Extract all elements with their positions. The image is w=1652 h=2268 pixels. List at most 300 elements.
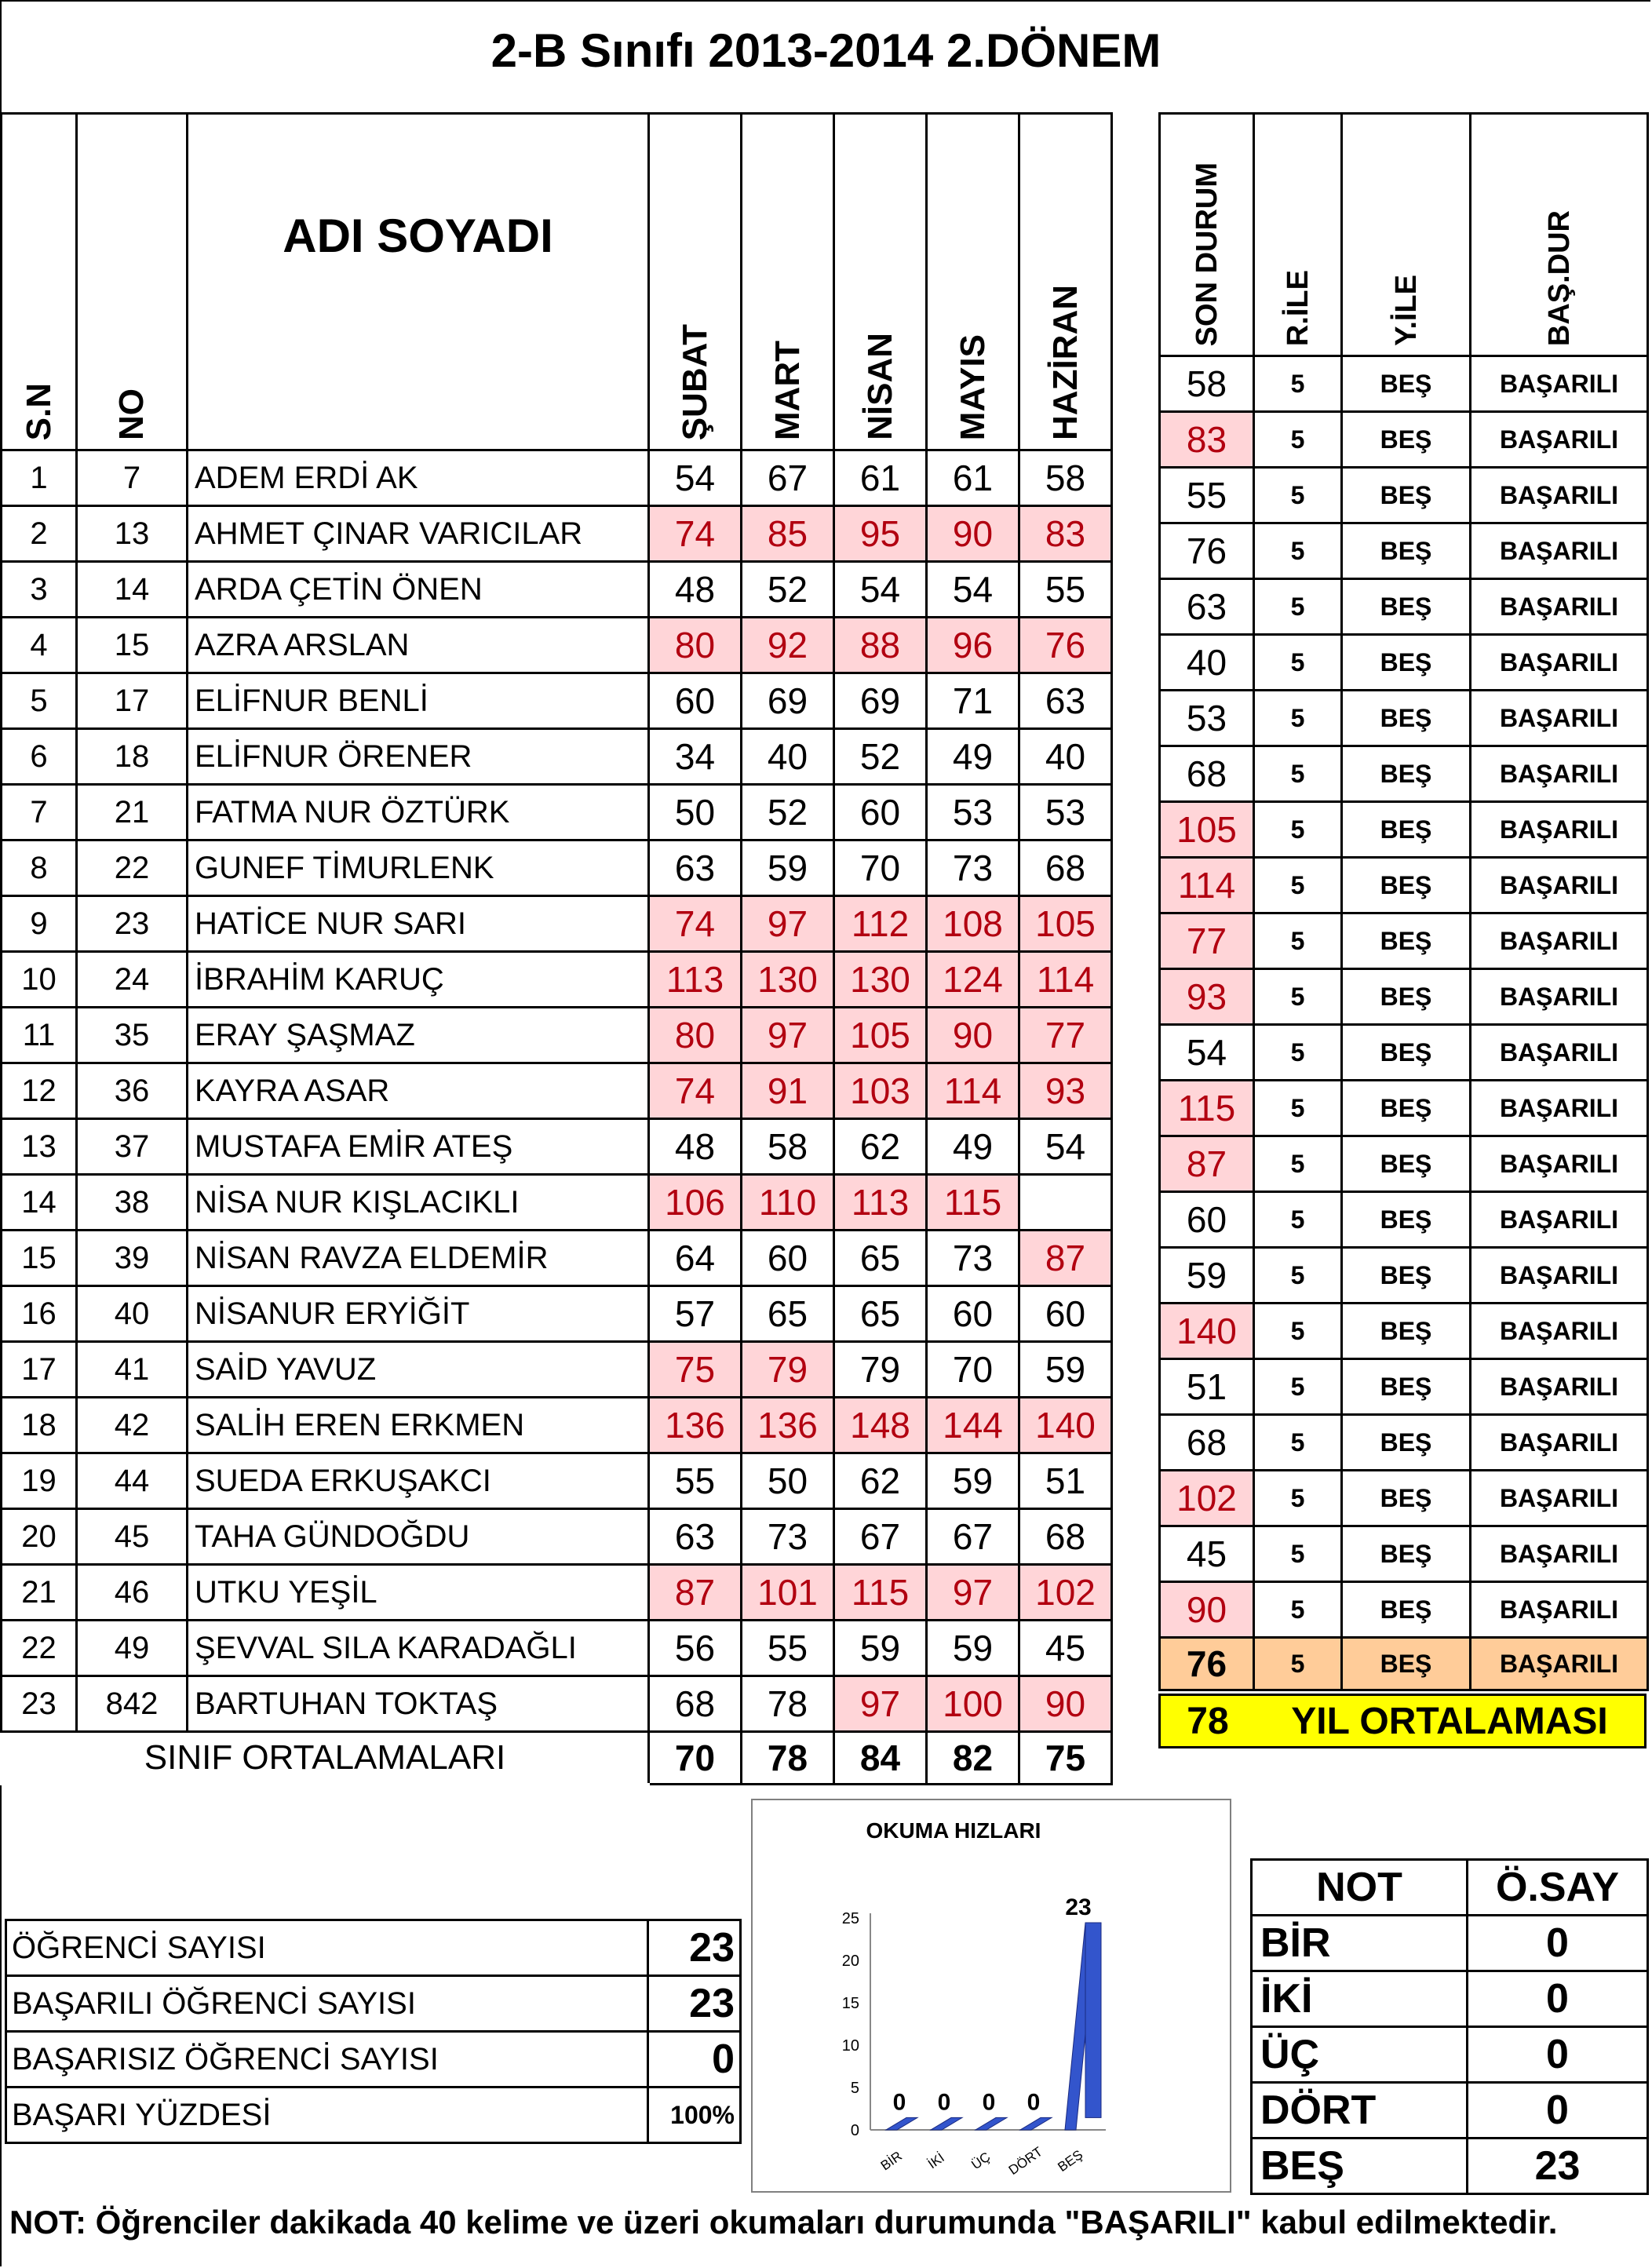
cell-score: 53: [927, 785, 1019, 840]
table-row: [2, 1231, 1112, 1286]
chart-bar: [976, 2117, 1007, 2130]
cell-score: 102: [1019, 1565, 1112, 1621]
table-row: [2, 562, 1112, 618]
cell-r-ile: 5: [1254, 746, 1342, 802]
cell-r-ile: 5: [1254, 858, 1342, 913]
cell-sn: 4: [2, 618, 77, 673]
cell-sn: 10: [2, 952, 77, 1008]
cell-score: 90: [927, 506, 1019, 562]
average-r-ile: 5: [1254, 1638, 1342, 1690]
cell-r-ile: 5: [1254, 969, 1342, 1025]
header-month-5: HAZİRAN: [1019, 114, 1112, 450]
table-row: [2, 1398, 1112, 1453]
cell-y-ile: BEŞ: [1342, 1304, 1471, 1359]
cell-sn: 21: [2, 1565, 77, 1621]
cell-sn: 12: [2, 1063, 77, 1119]
cell-r-ile: 5: [1254, 802, 1342, 858]
cell-name: GUNEF TİMURLENK: [188, 840, 649, 896]
cell-score: 113: [834, 1175, 927, 1231]
cell-score: [1019, 1175, 1112, 1231]
summary-row: [6, 2088, 741, 2143]
summary-value: 23: [648, 1976, 741, 2032]
cell-score: 67: [742, 450, 834, 506]
cell-score: 80: [649, 618, 742, 673]
cell-sn: 1: [2, 450, 77, 506]
cell-score: 95: [834, 506, 927, 562]
cell-score: 61: [927, 450, 1019, 506]
cell-no: 24: [77, 952, 188, 1008]
cell-y-ile: BEŞ: [1342, 412, 1471, 468]
table-row: [2, 1063, 1112, 1119]
result-row: [1160, 746, 1648, 802]
cell-score: 63: [1019, 673, 1112, 729]
summary-label: BAŞARISIZ ÖĞRENCİ SAYISI: [6, 2032, 648, 2088]
cell-score: 68: [1019, 840, 1112, 896]
cell-bas-dur: BAŞARILI: [1471, 1081, 1648, 1136]
chart-x-tick: İKİ: [924, 2149, 947, 2172]
cell-sn: 22: [2, 1621, 77, 1676]
cell-no: 44: [77, 1453, 188, 1509]
cell-score: 71: [927, 673, 1019, 729]
summary-table: [5, 1919, 742, 2144]
cell-son-durum: 55: [1160, 468, 1254, 523]
header-son-durum: SON DURUM: [1160, 114, 1254, 356]
cell-sn: 11: [2, 1008, 77, 1063]
cell-score: 70: [927, 1342, 1019, 1398]
cell-score: 79: [742, 1342, 834, 1398]
cell-son-durum: 45: [1160, 1526, 1254, 1582]
summary-value: 100%: [648, 2088, 741, 2143]
cell-no: 17: [77, 673, 188, 729]
table-row: [2, 673, 1112, 729]
cell-y-ile: BEŞ: [1342, 1025, 1471, 1081]
cell-r-ile: 5: [1254, 1136, 1342, 1192]
cell-score: 87: [1019, 1231, 1112, 1286]
cell-y-ile: BEŞ: [1342, 691, 1471, 746]
summary-row: [6, 2032, 741, 2088]
cell-son-durum: 58: [1160, 356, 1254, 412]
grade-row: [1252, 2139, 1648, 2194]
cell-y-ile: BEŞ: [1342, 802, 1471, 858]
average-value: 70: [649, 1732, 742, 1785]
cell-score: 112: [834, 896, 927, 952]
cell-bas-dur: BAŞARILI: [1471, 523, 1648, 579]
averages-result-row: [1160, 1638, 1648, 1690]
chart-y-tick: 20: [841, 1953, 859, 1970]
year-average-label: YIL ORTALAMASI: [1291, 1700, 1608, 1742]
cell-r-ile: 5: [1254, 691, 1342, 746]
cell-no: 15: [77, 618, 188, 673]
cell-son-durum: 51: [1160, 1359, 1254, 1415]
cell-no: 18: [77, 729, 188, 785]
cell-bas-dur: BAŞARILI: [1471, 858, 1648, 913]
result-row: [1160, 858, 1648, 913]
cell-score: 50: [649, 785, 742, 840]
cell-score: 78: [742, 1676, 834, 1732]
cell-bas-dur: BAŞARILI: [1471, 1359, 1648, 1415]
table-row: [2, 1509, 1112, 1565]
cell-r-ile: 5: [1254, 1192, 1342, 1248]
cell-name: ELİFNUR BENLİ: [188, 673, 649, 729]
cell-score: 63: [649, 840, 742, 896]
grade-header-count: Ö.SAY: [1468, 1860, 1648, 1916]
cell-score: 114: [927, 1063, 1019, 1119]
cell-son-durum: 54: [1160, 1025, 1254, 1081]
grade-row: [1252, 2083, 1648, 2139]
cell-score: 100: [927, 1676, 1019, 1732]
chart-y-tick: 10: [841, 2037, 859, 2055]
summary-label: BAŞARI YÜZDESİ: [6, 2088, 648, 2143]
grade-count: 0: [1468, 1916, 1648, 1971]
cell-y-ile: BEŞ: [1342, 913, 1471, 969]
chart-bar: [931, 2117, 962, 2130]
table-row: [2, 1286, 1112, 1342]
result-row: [1160, 1304, 1648, 1359]
cell-name: SALİH EREN ERKMEN: [188, 1398, 649, 1453]
cell-name: NİSA NUR KIŞLACIKLI: [188, 1175, 649, 1231]
cell-son-durum: 40: [1160, 635, 1254, 691]
cell-name: KAYRA ASAR: [188, 1063, 649, 1119]
cell-no: 39: [77, 1231, 188, 1286]
cell-score: 65: [834, 1231, 927, 1286]
result-row: [1160, 802, 1648, 858]
cell-score: 65: [742, 1286, 834, 1342]
chart-y-tick: 25: [841, 1910, 859, 1927]
cell-name: AHMET ÇINAR VARICILAR: [188, 506, 649, 562]
cell-score: 90: [1019, 1676, 1112, 1732]
table-row: [2, 840, 1112, 896]
average-value: 75: [1019, 1732, 1112, 1785]
cell-no: 22: [77, 840, 188, 896]
cell-score: 63: [649, 1509, 742, 1565]
cell-sn: 2: [2, 506, 77, 562]
grade-name: BİR: [1252, 1916, 1468, 1971]
cell-score: 51: [1019, 1453, 1112, 1509]
cell-score: 92: [742, 618, 834, 673]
average-bas-dur: BAŞARILI: [1471, 1638, 1648, 1690]
cell-name: İBRAHİM KARUÇ: [188, 952, 649, 1008]
cell-score: 74: [649, 896, 742, 952]
cell-score: 87: [649, 1565, 742, 1621]
chart-data-label: 0: [982, 2089, 996, 2116]
cell-bas-dur: BAŞARILI: [1471, 635, 1648, 691]
cell-no: 38: [77, 1175, 188, 1231]
chart-y-tick: 5: [850, 2080, 859, 2097]
cell-score: 90: [927, 1008, 1019, 1063]
grade-count: 0: [1468, 2027, 1648, 2083]
cell-score: 60: [927, 1286, 1019, 1342]
cell-score: 79: [834, 1342, 927, 1398]
cell-name: UTKU YEŞİL: [188, 1565, 649, 1621]
page-title: 2-B Sınıfı 2013-2014 2.DÖNEM: [490, 24, 1162, 77]
cell-r-ile: 5: [1254, 1081, 1342, 1136]
cell-name: ADEM ERDİ AK: [188, 450, 649, 506]
grade-name: DÖRT: [1252, 2083, 1468, 2139]
table-row: [2, 785, 1112, 840]
table-row: [2, 1175, 1112, 1231]
cell-r-ile: 5: [1254, 635, 1342, 691]
result-row: [1160, 1025, 1648, 1081]
reading-speed-chart: [751, 1799, 1231, 2193]
cell-son-durum: 60: [1160, 1192, 1254, 1248]
cell-y-ile: BEŞ: [1342, 746, 1471, 802]
result-row: [1160, 913, 1648, 969]
cell-score: 45: [1019, 1621, 1112, 1676]
cell-score: 55: [742, 1621, 834, 1676]
cell-score: 34: [649, 729, 742, 785]
cell-score: 52: [742, 785, 834, 840]
cell-score: 115: [834, 1565, 927, 1621]
cell-score: 113: [649, 952, 742, 1008]
result-table: [1158, 112, 1649, 1691]
cell-no: 41: [77, 1342, 188, 1398]
cell-sn: 8: [2, 840, 77, 896]
cell-score: 59: [1019, 1342, 1112, 1398]
cell-score: 105: [834, 1008, 927, 1063]
cell-score: 75: [649, 1342, 742, 1398]
cell-y-ile: BEŞ: [1342, 468, 1471, 523]
header-bas-dur: BAŞ.DUR: [1471, 114, 1648, 356]
footer-note: NOT: Öğrenciler dakikada 40 kelime ve üzeri okumaları durumunda "BAŞARILI" kabul edilmektedir.: [9, 2204, 1558, 2241]
result-row: [1160, 1192, 1648, 1248]
cell-bas-dur: BAŞARILI: [1471, 691, 1648, 746]
table-row: [2, 952, 1112, 1008]
cell-r-ile: 5: [1254, 1582, 1342, 1638]
header-sn: S.N: [2, 114, 77, 450]
table-row: [2, 450, 1112, 506]
cell-r-ile: 5: [1254, 1248, 1342, 1304]
cell-y-ile: BEŞ: [1342, 635, 1471, 691]
table-row: [2, 729, 1112, 785]
cell-score: 48: [649, 562, 742, 618]
cell-score: 105: [1019, 896, 1112, 952]
cell-score: 108: [927, 896, 1019, 952]
cell-score: 65: [834, 1286, 927, 1342]
cell-son-durum: 77: [1160, 913, 1254, 969]
cell-score: 60: [649, 673, 742, 729]
result-row: [1160, 356, 1648, 412]
cell-score: 40: [1019, 729, 1112, 785]
cell-r-ile: 5: [1254, 412, 1342, 468]
cell-score: 106: [649, 1175, 742, 1231]
cell-name: ERAY ŞAŞMAZ: [188, 1008, 649, 1063]
chart-svg: [753, 1800, 1230, 2191]
result-row: [1160, 468, 1648, 523]
result-row: [1160, 1359, 1648, 1415]
result-row: [1160, 579, 1648, 635]
cell-score: 130: [742, 952, 834, 1008]
cell-bas-dur: BAŞARILI: [1471, 1248, 1648, 1304]
cell-y-ile: BEŞ: [1342, 1248, 1471, 1304]
cell-score: 97: [742, 1008, 834, 1063]
cell-score: 67: [834, 1509, 927, 1565]
cell-y-ile: BEŞ: [1342, 1192, 1471, 1248]
cell-y-ile: BEŞ: [1342, 858, 1471, 913]
cell-y-ile: BEŞ: [1342, 969, 1471, 1025]
cell-score: 59: [927, 1453, 1019, 1509]
cell-name: SAİD YAVUZ: [188, 1342, 649, 1398]
cell-sn: 14: [2, 1175, 77, 1231]
cell-r-ile: 5: [1254, 1304, 1342, 1359]
cell-son-durum: 114: [1160, 858, 1254, 913]
cell-sn: 16: [2, 1286, 77, 1342]
cell-score: 70: [834, 840, 927, 896]
cell-score: 53: [1019, 785, 1112, 840]
cell-score: 140: [1019, 1398, 1112, 1453]
cell-score: 136: [649, 1398, 742, 1453]
cell-y-ile: BEŞ: [1342, 1136, 1471, 1192]
summary-value: 23: [648, 1920, 741, 1976]
cell-score: 114: [1019, 952, 1112, 1008]
cell-score: 96: [927, 618, 1019, 673]
cell-score: 103: [834, 1063, 927, 1119]
cell-score: 77: [1019, 1008, 1112, 1063]
cell-name: NİSANUR ERYİĞİT: [188, 1286, 649, 1342]
cell-score: 40: [742, 729, 834, 785]
cell-score: 85: [742, 506, 834, 562]
header-month-3: NİSAN: [834, 114, 927, 450]
cell-score: 58: [1019, 450, 1112, 506]
cell-score: 97: [927, 1565, 1019, 1621]
cell-score: 80: [649, 1008, 742, 1063]
header-month-1: ŞUBAT: [649, 114, 742, 450]
result-row: [1160, 1471, 1648, 1526]
cell-score: 48: [649, 1119, 742, 1175]
cell-score: 110: [742, 1175, 834, 1231]
cell-son-durum: 87: [1160, 1136, 1254, 1192]
average-value: 78: [742, 1732, 834, 1785]
cell-score: 74: [649, 506, 742, 562]
cell-score: 83: [1019, 506, 1112, 562]
cell-score: 97: [834, 1676, 927, 1732]
summary-row: [6, 1976, 741, 2032]
grade-row: [1252, 1971, 1648, 2027]
cell-son-durum: 63: [1160, 579, 1254, 635]
cell-no: 46: [77, 1565, 188, 1621]
cell-no: 36: [77, 1063, 188, 1119]
result-row: [1160, 523, 1648, 579]
cell-score: 69: [742, 673, 834, 729]
cell-y-ile: BEŞ: [1342, 579, 1471, 635]
cell-y-ile: BEŞ: [1342, 1415, 1471, 1471]
cell-score: 52: [742, 562, 834, 618]
cell-bas-dur: BAŞARILI: [1471, 412, 1648, 468]
cell-score: 74: [649, 1063, 742, 1119]
cell-score: 60: [1019, 1286, 1112, 1342]
chart-x-tick: DÖRT: [1005, 2143, 1045, 2179]
cell-son-durum: 93: [1160, 969, 1254, 1025]
chart-x-tick: ÜÇ: [968, 2149, 994, 2173]
chart-bar-front: [1085, 1923, 1101, 2117]
chart-y-tick: 0: [850, 2122, 859, 2139]
cell-score: 52: [834, 729, 927, 785]
chart-bar: [886, 2117, 917, 2130]
table-row: [2, 896, 1112, 952]
grade-count: 0: [1468, 2083, 1648, 2139]
cell-r-ile: 5: [1254, 523, 1342, 579]
cell-no: 13: [77, 506, 188, 562]
cell-sn: 23: [2, 1676, 77, 1732]
cell-name: FATMA NUR ÖZTÜRK: [188, 785, 649, 840]
cell-score: 60: [834, 785, 927, 840]
cell-y-ile: BEŞ: [1342, 356, 1471, 412]
average-value: 84: [834, 1732, 927, 1785]
cell-name: BARTUHAN TOKTAŞ: [188, 1676, 649, 1732]
chart-bar: [1020, 2117, 1052, 2130]
cell-bas-dur: BAŞARILI: [1471, 1526, 1648, 1582]
cell-score: 73: [927, 1231, 1019, 1286]
cell-name: SUEDA ERKUŞAKCI: [188, 1453, 649, 1509]
cell-score: 64: [649, 1231, 742, 1286]
cell-score: 57: [649, 1286, 742, 1342]
cell-r-ile: 5: [1254, 1471, 1342, 1526]
cell-score: 101: [742, 1565, 834, 1621]
year-average-value: 78: [1187, 1700, 1229, 1742]
cell-y-ile: BEŞ: [1342, 1081, 1471, 1136]
cell-score: 54: [927, 562, 1019, 618]
table-row: [2, 1453, 1112, 1509]
table-row: [2, 618, 1112, 673]
cell-bas-dur: BAŞARILI: [1471, 1415, 1648, 1471]
cell-r-ile: 5: [1254, 1415, 1342, 1471]
result-row: [1160, 1136, 1648, 1192]
summary-label: ÖĞRENCİ SAYISI: [6, 1920, 648, 1976]
cell-name: HATİCE NUR SARI: [188, 896, 649, 952]
cell-score: 88: [834, 618, 927, 673]
cell-son-durum: 76: [1160, 523, 1254, 579]
table-row: [2, 1621, 1112, 1676]
average-y-ile: BEŞ: [1342, 1638, 1471, 1690]
cell-bas-dur: BAŞARILI: [1471, 746, 1648, 802]
cell-no: 40: [77, 1286, 188, 1342]
cell-no: 842: [77, 1676, 188, 1732]
cell-son-durum: 68: [1160, 746, 1254, 802]
cell-son-durum: 53: [1160, 691, 1254, 746]
table-row: [2, 1342, 1112, 1398]
cell-y-ile: BEŞ: [1342, 1471, 1471, 1526]
table-row: [2, 1565, 1112, 1621]
chart-x-tick: BEŞ: [1055, 2146, 1086, 2175]
chart-data-label: 0: [892, 2089, 906, 2116]
summary-value: 0: [648, 2032, 741, 2088]
cell-score: 124: [927, 952, 1019, 1008]
cell-score: 55: [649, 1453, 742, 1509]
cell-score: 130: [834, 952, 927, 1008]
cell-bas-dur: BAŞARILI: [1471, 1582, 1648, 1638]
cell-name: NİSAN RAVZA ELDEMİR: [188, 1231, 649, 1286]
cell-score: 62: [834, 1119, 927, 1175]
chart-data-label: 23: [1065, 1894, 1092, 1920]
header-month-4: MAYIS: [927, 114, 1019, 450]
cell-score: 69: [834, 673, 927, 729]
cell-no: 45: [77, 1509, 188, 1565]
cell-son-durum: 102: [1160, 1471, 1254, 1526]
cell-no: 21: [77, 785, 188, 840]
cell-score: 54: [649, 450, 742, 506]
grade-name: İKİ: [1252, 1971, 1468, 2027]
cell-score: 54: [1019, 1119, 1112, 1175]
cell-son-durum: 83: [1160, 412, 1254, 468]
result-row: [1160, 691, 1648, 746]
cell-score: 76: [1019, 618, 1112, 673]
cell-score: 148: [834, 1398, 927, 1453]
summary-label: BAŞARILI ÖĞRENCİ SAYISI: [6, 1976, 648, 2032]
cell-score: 144: [927, 1398, 1019, 1453]
cell-score: 91: [742, 1063, 834, 1119]
cell-son-durum: 105: [1160, 802, 1254, 858]
cell-no: 37: [77, 1119, 188, 1175]
result-row: [1160, 412, 1648, 468]
